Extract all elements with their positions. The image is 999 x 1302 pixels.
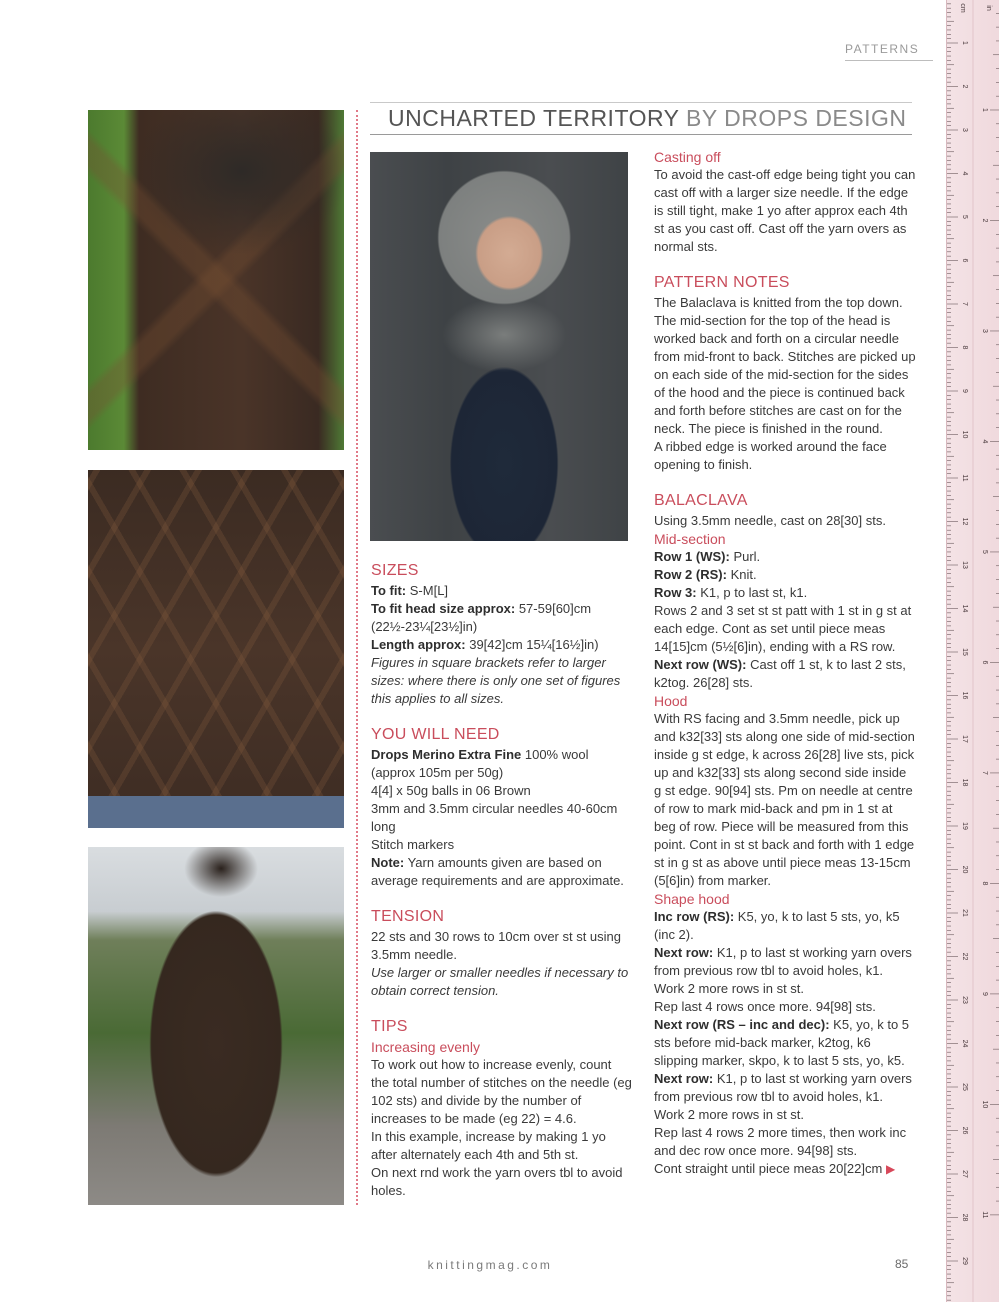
next-row-1: Next row: K1, p to last st working yarn overs from previous row tbl to avoid holes, k1.	[654, 945, 912, 978]
photo-sweater-back	[88, 847, 344, 1205]
mid-section-heading: Mid-section	[654, 531, 726, 547]
ruler-cm-label: 10	[961, 430, 968, 439]
next-row-inc-dec: Next row (RS – inc and dec): K5, yo, k to 5 sts before mid-back marker, k2tog, k6 slipping marker, skpo, k to last 5 sts, yo, k5.	[654, 1017, 910, 1068]
ruler-in-label: 9	[981, 991, 988, 996]
ruler-in-label: 1	[981, 108, 988, 112]
column-middle	[371, 560, 633, 1200]
footer-url: knittingmag.com	[427, 1258, 553, 1272]
tips-p1: To work out how to increase evenly, count the total number of stitches on the needle (eg 102 sts) and divide by the number of increases to be made (eg 22) = 4.6.	[371, 1057, 632, 1126]
need-yarn: Drops Merino Extra Fine 100% wool (approx 105m per 50g)	[371, 747, 589, 780]
ruler-cm-label: 29	[961, 1257, 968, 1265]
tips-subheading: Increasing evenly	[371, 1039, 480, 1055]
casting-off-heading: Casting off	[654, 149, 721, 165]
pattern-notes-heading: PATTERN NOTES	[654, 274, 790, 291]
ruler-cm-label: 7	[961, 302, 968, 306]
ruler-scale	[947, 0, 999, 1302]
ruler-cm-label: 16	[961, 691, 968, 700]
ruler-cm-label: 24	[961, 1039, 968, 1048]
row-3: Row 3: K1, p to last st, k1.	[654, 585, 808, 600]
hood-heading: Hood	[654, 693, 688, 709]
balaclava-heading: BALACLAVA	[654, 492, 748, 509]
ruler-cm-label: 2	[961, 84, 968, 89]
row-1: Row 1 (WS): Purl.	[654, 549, 761, 564]
balaclava-intro: Using 3.5mm needle, cast on 28[30] sts.	[654, 513, 886, 528]
ruler-cm-label: 6	[961, 258, 968, 263]
tips-p2: In this example, increase by making 1 yo after alternately each 4th and 5th st.	[371, 1129, 606, 1162]
work-rows-1: Work 2 more rows in st st.	[654, 981, 805, 996]
work-rows-2: Work 2 more rows in st st.	[654, 1107, 805, 1122]
casting-off-text: To avoid the cast-off edge being tight you can cast off with a larger size needle. If the edge is still tight, make 1 yo after approx each 4th st as you cast off. Cast off the yarn overs as normal sts.	[654, 167, 916, 254]
ruler-cm-label: 4	[961, 171, 968, 176]
ruler-in-label: 7	[981, 770, 988, 775]
tips-p3: On next rnd work the yarn overs tbl to avoid holes.	[371, 1165, 623, 1198]
article-title	[370, 102, 912, 135]
pattern-notes-text2: A ribbed edge is worked around the face opening to finish.	[654, 439, 887, 472]
repeat-1: Rep last 4 rows once more. 94[98] sts.	[654, 999, 876, 1014]
ruler-unit-cm: cm	[959, 3, 966, 13]
ruler-cm-label: 20	[961, 865, 968, 874]
ruler-unit-in: in	[985, 5, 992, 11]
ruler-cm-label: 9	[961, 389, 968, 393]
inc-row: Inc row (RS): K5, yo, k to last 5 sts, yo, k5 (inc 2).	[654, 909, 900, 942]
tension-note: Use larger or smaller needles if necessary to obtain correct tension.	[371, 965, 629, 998]
ruler-cm-label: 25	[961, 1083, 968, 1091]
tension-heading: TENSION	[371, 908, 445, 925]
ruler-in-label: 8	[981, 881, 988, 886]
ruler-cm-label: 8	[961, 345, 968, 350]
pattern-notes-text: The Balaclava is knitted from the top down. The mid-section for the top of the head is worked back and forth on a circular needle from mid-front to back. Stitches are picked up on each side of the mid-section for the sides of the hood and the piece is continued back and forth before stitches are cast on for the neck. The piece is finished in the round.	[654, 295, 916, 436]
ruler-cm-label: 14	[961, 604, 968, 613]
ruler-cm-label: 15	[961, 648, 968, 656]
ruler-cm-label: 28	[961, 1213, 968, 1222]
ruler-in-label: 6	[981, 660, 988, 665]
continue-text: Cont straight until piece meas 20[22]cm ▶	[654, 1161, 896, 1176]
ruler-in-label: 5	[981, 549, 988, 554]
ruler-cm-label: 1	[961, 41, 968, 45]
ruler-cm-label: 19	[961, 822, 968, 830]
sizes-note: Figures in square brackets refer to larger sizes: where there is only one set of figures this applies to all sizes.	[371, 655, 621, 706]
ruler-in-label: 3	[981, 329, 988, 333]
ruler-cm-label: 5	[961, 215, 968, 219]
dotted-divider	[356, 110, 358, 1205]
sizes-length: Length approx: 39[42]cm 15¼[16½]in)	[371, 637, 599, 652]
ruler-in-label: 10	[981, 1100, 988, 1109]
ruler	[946, 0, 999, 1302]
ruler-cm-label: 27	[961, 1170, 968, 1178]
tension-text: 22 sts and 30 rows to 10cm over st st using 3.5mm needle.	[371, 929, 622, 962]
repeat-2: Rep last 4 rows 2 more times, then work inc and dec row once more. 94[98] sts.	[654, 1125, 907, 1158]
column-right	[654, 148, 916, 1178]
photo-balaclava-model	[370, 152, 628, 541]
ruler-cm-label: 11	[961, 474, 968, 482]
ruler-in-label: 11	[981, 1211, 988, 1219]
continue-arrow-icon: ▶	[885, 1162, 896, 1176]
photo-sweater-front-closeup	[88, 110, 344, 450]
need-heading: YOU WILL NEED	[371, 726, 500, 743]
need-markers: Stitch markers	[371, 837, 455, 852]
section-label: PATTERNS	[845, 42, 933, 61]
ruler-cm-label: 23	[961, 996, 968, 1004]
sizes-fit: To fit: S-M[L]	[371, 583, 449, 598]
title-byline: BY DROPS DESIGN	[685, 105, 907, 131]
ruler-cm-label: 12	[961, 517, 968, 526]
ruler-cm-label: 17	[961, 735, 968, 743]
rows-text: Rows 2 and 3 set st st patt with 1 st in g st at each edge. Cont as set until piece meas 14[15]cm (5½[6]in), ending with a RS row.	[654, 603, 912, 654]
title-main: UNCHARTED TERRITORY	[388, 105, 680, 131]
ruler-cm-label: 26	[961, 1126, 968, 1135]
need-needles: 3mm and 3.5mm circular needles 40-60cm long	[371, 801, 618, 834]
ruler-cm-label: 22	[961, 952, 968, 961]
sizes-head: To fit head size approx: 57-59[60]cm (22½-23¼[23½]in)	[371, 601, 592, 634]
photo-sweater-hem-closeup	[88, 470, 344, 828]
next-row-ws: Next row (WS): Cast off 1 st, k to last 2 sts, k2tog. 26[28] sts.	[654, 657, 906, 690]
sizes-heading: SIZES	[371, 562, 419, 579]
need-balls: 4[4] x 50g balls in 06 Brown	[371, 783, 531, 798]
ruler-in-label: 2	[981, 218, 988, 223]
ruler-cm-label: 18	[961, 778, 968, 787]
page-number: 85	[895, 1257, 909, 1271]
ruler-cm-label: 3	[961, 128, 968, 132]
next-row-2: Next row: K1, p to last st working yarn overs from previous row tbl to avoid holes, k1.	[654, 1071, 912, 1104]
tips-heading: TIPS	[371, 1018, 408, 1035]
hood-text: With RS facing and 3.5mm needle, pick up and k32[33] sts along one side of mid-section inside g st edge, k across 26[28] live sts, pick up and k32[33] sts along second side inside g st edge. 90[94] sts. Pm on needle at centre of row to mark mid-back and pm in 1 st at beg of row. Piece will be measured from this point. Cont in st st back and forth with 1 edge st in g st as above until piece meas 13-15cm (5[6]in) from marker.	[654, 711, 915, 888]
ruler-in-label: 4	[981, 439, 988, 444]
shape-hood-heading: Shape hood	[654, 891, 730, 907]
ruler-cm-label: 21	[961, 909, 968, 917]
need-note: Note: Yarn amounts given are based on average requirements and are approximate.	[371, 855, 624, 888]
ruler-cm-label: 13	[961, 561, 968, 569]
row-2: Row 2 (RS): Knit.	[654, 567, 757, 582]
